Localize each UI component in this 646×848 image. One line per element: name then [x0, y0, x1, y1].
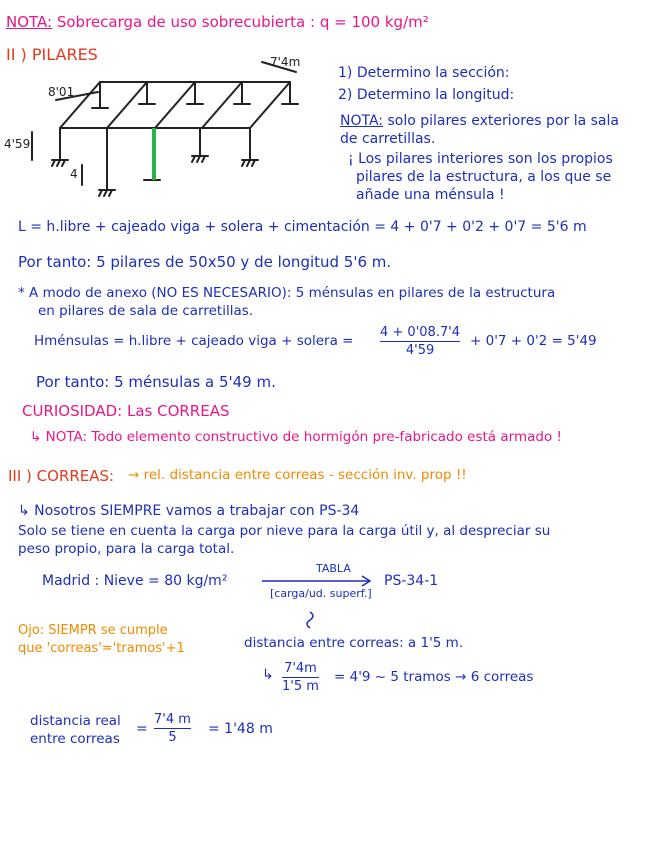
interior-note-1: ¡ Los pilares interiores son los propios — [348, 151, 613, 167]
dim-height: 4'59 — [4, 137, 31, 151]
dim-bay: 8'01 — [48, 85, 75, 99]
dim-column: 4 — [70, 167, 78, 181]
pilar-note-line-2: de carretillas. — [340, 131, 436, 147]
section-pilares-title: II ) PILARES — [6, 45, 98, 64]
tabla-label: TABLA — [316, 562, 351, 575]
formula-length: L = h.libre + cajeado viga + solera + cimentación = 4 + 0'7 + 0'2 + 0'7 = 5'6 m — [18, 219, 587, 235]
distance-fraction — [282, 661, 319, 694]
distance-result: = 4'9 ~ 5 tramos → 6 correas — [334, 669, 534, 685]
correas-line-3: peso propio, para la carga total. — [18, 541, 235, 557]
distance-arrow: ↳ — [262, 667, 274, 683]
mensulas-conclusion: Por tanto: 5 ménsulas a 5'49 m. — [36, 373, 276, 391]
annex-line-1: * A modo de anexo (NO ES NECESARIO): 5 ménsulas en pilares de la estructura — [18, 285, 556, 301]
interior-note-2: pilares de la estructura, a los que se — [356, 169, 612, 185]
ojo-line-2: que 'correas'='tramos'+1 — [18, 641, 185, 656]
ojo-line-1-text: Ojo: SIEMPR se cumple — [18, 623, 168, 638]
pilar-note-label: NOTA: — [340, 113, 384, 129]
correas-line-1: ↳ Nosotros SIEMPRE vamos a trabajar con PS-34 — [18, 503, 360, 519]
real-frac-num: 7'4 m — [154, 712, 191, 727]
formula-h-numerator: 4 + 0'08.7'4 — [380, 325, 461, 340]
tabla-sub: [carga/ud. superf.] — [270, 587, 372, 600]
real-distance-result: = 1'48 m — [208, 721, 273, 737]
ps-result: PS-34-1 — [384, 573, 439, 589]
dim-length: 7'4m — [270, 55, 301, 69]
real-distance-line-2: entre correas — [30, 731, 120, 747]
pilares-conclusion: Por tanto: 5 pilares de 50x50 y de longitud 5'6 m. — [18, 253, 392, 271]
interior-note-3: añade una ménsula ! — [356, 187, 505, 203]
distance-frac-bar — [282, 677, 319, 678]
real-frac-bar — [154, 728, 191, 729]
curiosity-title: CURIOSIDAD: Las CORREAS — [22, 402, 230, 420]
ojo-line-1 — [18, 624, 168, 638]
section-correas-title: III ) CORREAS: — [8, 467, 115, 485]
real-distance-line-1: distancia real — [30, 713, 121, 729]
step-1: 1) Determino la sección: — [338, 65, 510, 81]
header-note-label: NOTA: — [6, 13, 53, 31]
correas-line-2: Solo se tiene en cuenta la carga por nieve para la carga útil y, al despreciar su — [18, 523, 551, 539]
section-correas-note: → rel. distancia entre correas - sección inv. prop !! — [128, 467, 467, 483]
distance-frac-den: 1'5 m — [282, 679, 319, 694]
annex-line-2: en pilares de sala de carretillas. — [38, 303, 254, 319]
header-note-text: Sobrecarga de uso sobrecubierta : q = 100 kg/m² — [56, 13, 429, 31]
real-distance-eq: = — [136, 721, 148, 737]
formula-h-left: Hménsulas = h.libre + cajeado viga + solera = — [34, 333, 354, 349]
madrid-snow: Madrid : Nieve = 80 kg/m² — [42, 573, 228, 589]
distance-frac-num: 7'4m — [284, 661, 317, 676]
real-distance-fraction — [154, 712, 191, 745]
formula-h-denominator: 4'59 — [405, 343, 435, 358]
curiosity-note: ↳ NOTA: Todo elemento constructivo de hormigón pre-fabricado está armado ! — [30, 429, 562, 445]
real-frac-den: 5 — [168, 730, 177, 745]
distance-text: distancia entre correas: a 1'5 m. — [244, 635, 464, 651]
pilar-note-line-1: solo pilares exteriores por la sala — [387, 113, 619, 129]
step-2: 2) Determino la longitud: — [338, 87, 515, 103]
formula-h-right: + 0'7 + 0'2 = 5'49 — [470, 333, 597, 349]
